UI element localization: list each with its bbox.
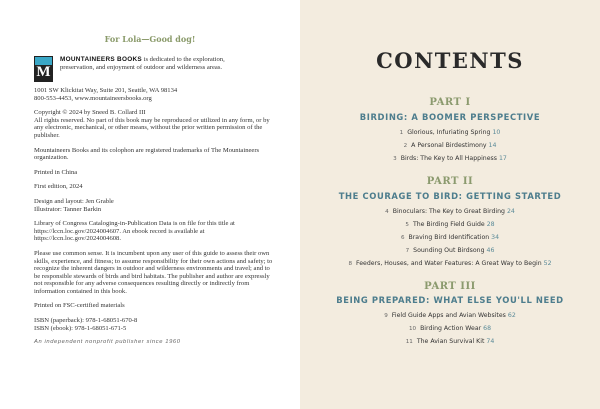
chapter-title: Birds: The Key to All Happiness [400,155,497,162]
page-number: 68 [483,325,492,332]
toc-entry[interactable] [300,129,600,136]
part-heading: BEING PREPARED: WHAT ELSE YOU'LL NEED [336,295,564,305]
copyright: Copyright © 2024 by Sneed B. Collard III [34,109,146,117]
cip: Library of Congress Cataloging-in-Publication Data is on file for this title at https://lccn.loc.gov/2024004607. An ebook record is available at https://lccn.loc.gov/2024004608. [34,220,235,243]
trademark: Mountaineers Books and its colophon are registered trademarks of The Mountaineers organization. [34,146,260,162]
page-number: 52 [543,260,552,267]
chapter-number: 1 [399,130,404,136]
chapter-title: Birding Action Wear [420,325,482,332]
toc-entry[interactable] [300,325,600,332]
chapter-title: The Avian Survival Kit [416,338,485,345]
page-number: 28 [486,221,495,228]
toc-entry[interactable] [300,234,600,241]
chapter-title: Sounding Out Birdsong [413,247,485,254]
page-number: 74 [486,338,495,345]
chapter-title: Braving Bird Identification [408,234,490,241]
printed: Printed in China [34,168,78,176]
page-number: 24 [506,208,515,215]
toc-entry[interactable] [300,155,600,162]
chapter-title: Field Guide Apps and Avian Websites [391,312,506,319]
publisher-mission: MOUNTAINEERS BOOKS is dedicated to the exploration, preservation, and enjoyment of outdoor and wilderness areas. [60,56,225,72]
page-number: 10 [492,129,501,136]
mountaineers-books-logo-icon: M [34,56,53,82]
fsc: Printed on FSC-certified materials [34,302,125,310]
toc-entry[interactable] [300,312,600,319]
part-label: PART III [424,281,476,292]
chapter-title: Feeders, Houses, and Water Features: A Great Way to Begin [356,260,542,267]
contents-page [300,0,600,409]
illustrator-credit: Illustrator: Tanner Barkin [34,205,102,213]
part-label: PART II [426,176,474,187]
contents-title: CONTENTS [376,48,524,73]
chapter-number: 8 [348,261,352,267]
chapter-number: 5 [405,222,409,228]
chapter-number: 7 [405,248,410,254]
dedication: For Lola—Good dog! [104,34,196,44]
tagline: An independent nonprofit publisher since 1960 [34,339,181,346]
chapter-title: Binoculars: The Key to Great Birding [392,208,505,215]
chapter-number: 3 [393,156,397,162]
toc-entry[interactable] [300,338,600,345]
chapter-number: 2 [403,143,408,149]
part-label: PART I [429,97,471,108]
toc-entry[interactable] [300,142,600,149]
toc-entry[interactable] [300,247,600,254]
rights: All rights reserved. No part of this book may be reproduced or utilized in any form, or by any electronic, mechanical, or other means, without the prior written permission of the publisher. [34,116,270,139]
design-credit: Design and layout: Jen Grable [34,197,114,205]
copyright-text [34,87,274,354]
publisher-name: MOUNTAINEERS BOOKS [60,56,142,63]
chapter-title: A Personal Birdestimony [411,142,487,149]
chapter-number: 10 [408,326,417,332]
toc-entry[interactable] [300,221,600,228]
chapter-number: 11 [405,339,413,345]
page-number: 46 [486,247,495,254]
chapter-title: Glorious, Infuriating Spring [407,129,491,136]
part-heading: BIRDING: A BOOMER PERSPECTIVE [359,112,541,122]
page-number: 17 [498,155,507,162]
isbn-ebook: ISBN (ebook): 978-1-68051-671-5 [34,324,127,332]
address: 1001 SW Klickitat Way, Suite 201, Seattle, WA 98134 [34,87,178,94]
chapter-number: 9 [384,313,388,319]
chapter-number: 4 [385,209,389,215]
toc-entry[interactable] [300,260,600,267]
contact: 800-553-4453, www.mountaineersbooks.org [34,94,152,102]
edition: First edition, 2024 [34,183,83,191]
disclaimer: Please use common sense. It is incumbent upon any user of this guide to assess their own skills, experience, and fitness; to assume responsibility for their own actions and safety; to recognize the inherent dangers in outdoor and wilderness environments and travel; and to be responsible stewards of birds and bird habitats. The publisher and author are expressly not responsible for any adverse consequences resulting directly or indirectly from information contained in this book. [34,249,273,295]
toc-entry[interactable] [300,208,600,215]
chapter-number: 6 [400,235,405,241]
page-number: 62 [507,312,516,319]
page-number: 14 [488,142,497,149]
part-heading: THE COURAGE TO BIRD: GETTING STARTED [338,191,562,201]
isbn-paperback: ISBN (paperback): 978-1-68051-670-8 [34,317,138,325]
chapter-title: The Birding Field Guide [412,221,485,228]
page-number: 34 [491,234,500,241]
